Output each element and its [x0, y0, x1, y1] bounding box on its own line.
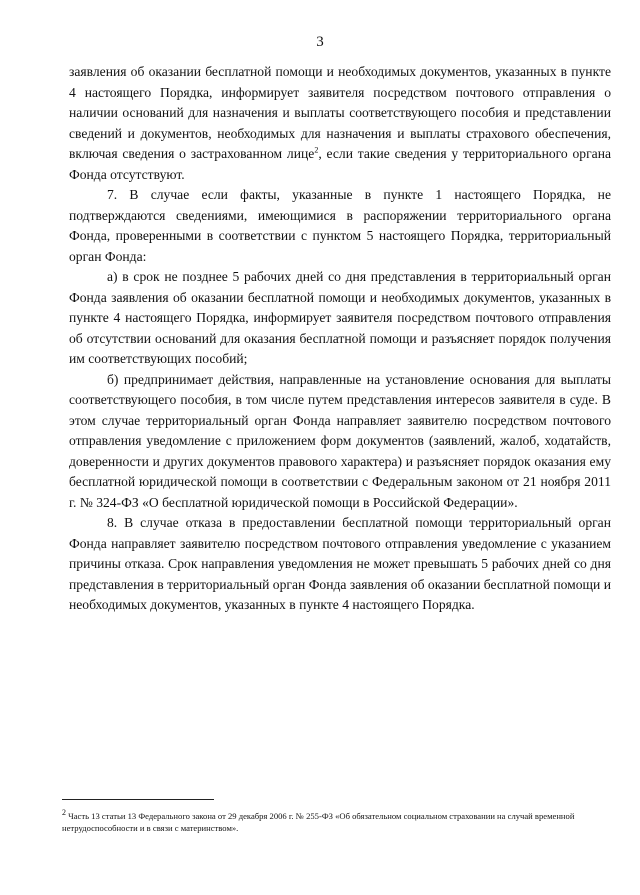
paragraph-text-tail: , если такие сведения у территориального органа Фонда отсутствуют. — [69, 146, 612, 182]
paragraph-item-8: 8. В случае отказа в предоставлении бесплатной помощи территориальный орган Фонда направляет заявителю посредством почтового отправления уведомление с указанием причины отказа. Срок направления уведомления не может превышать 5 рабочих дней со дня представления в территориальный орган Фонда заявления об оказании бесплатной помощи и необходимых документов, указанных в пункте 4 настоящего Порядка. — [69, 515, 611, 612]
footnote-reference: 2 — [314, 145, 319, 155]
document-body — [69, 62, 611, 616]
page-number: 3 — [316, 34, 324, 50]
paragraph-text: заявления об оказании бесплатной помощи и необходимых документов, указанных в пункте 4 настоящего Порядка, информирует заявителя посредством почтового отправления о наличии оснований для назначения и выплаты соответствующего пособия и представлении сведений и документов, необходимых для назначения и выплаты страхового обеспечения, включая сведения о застрахованном лице — [69, 64, 611, 161]
paragraph-subitem-a: а) в срок не позднее 5 рабочих дней со дня представления в территориальный орган Фонда заявления об оказании бесплатной помощи и необходимых документов, указанных в пункте 4 настоящего Порядка, информирует заявителя посредством почтового отправления об отсутствии оснований для оказания бесплатной помощи и разъясняет порядок получения им соответствующих пособий; — [69, 269, 611, 366]
paragraph-subitem-b: б) предпринимает действия, направленные на установление основания для выплаты соответствующего пособия, в том числе путем представления интересов заявителя в суде. В этом случае территориальный орган Фонда направляет заявителю посредством почтового отправления уведомление с приложением форм документов (заявлений, жалоб, ходатайств, доверенности и других документов правового характера) и разъясняет порядок оказания ему бесплатной юридической помощи в соответствии с Федеральным законом от 21 ноября 2011 г. № 324-ФЗ «О бесплатной юридической помощи в Российской Федерации». — [69, 371, 611, 510]
paragraph-item-7: 7. В случае если факты, указанные в пункте 1 настоящего Порядка, не подтверждаются сведениями, имеющимися в распоряжении территориального органа Фонда, проверенными в соответствии с пунктом 5 настоящего Порядка, территориальный орган Фонда: — [69, 187, 611, 264]
footnote — [62, 810, 614, 834]
footnote-separator — [62, 799, 214, 800]
footnote-text: Часть 13 статьи 13 Федерального закона от 29 декабря 2006 г. № 255-ФЗ «Об обязательном социальном страховании на случай временной нетрудоспособности и в связи с материнством». — [62, 811, 575, 833]
footnote-mark: 2 — [62, 808, 66, 818]
paragraph-continuation — [69, 62, 611, 185]
